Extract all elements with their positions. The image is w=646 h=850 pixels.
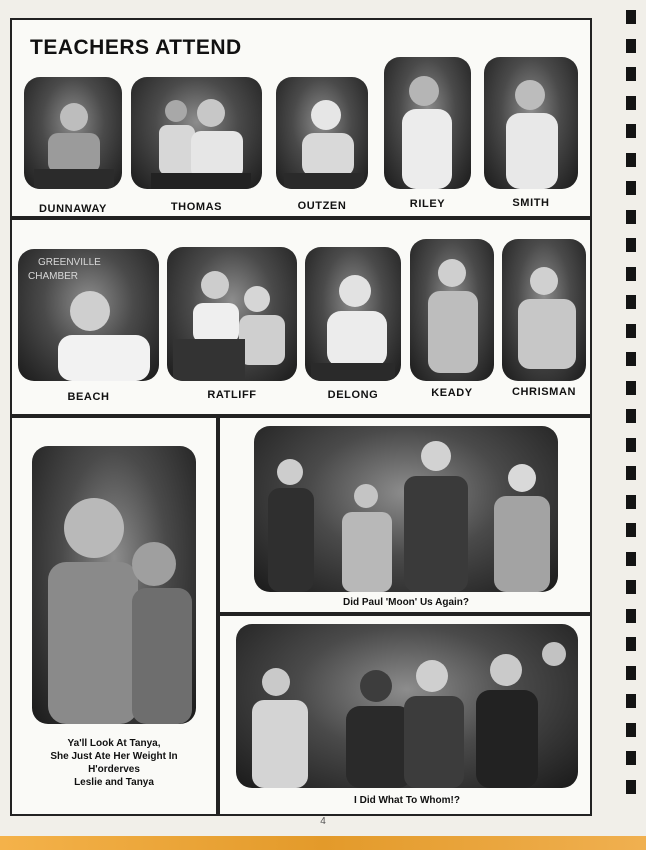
binding-hole [626, 694, 636, 708]
caption-moon: Did Paul 'Moon' Us Again? [342, 597, 470, 608]
caption-outzen: OUTZEN [297, 200, 347, 212]
binding-hole [626, 523, 636, 537]
spiral-binding [626, 10, 640, 810]
caption-beach: BEACH [67, 391, 110, 403]
photo-whom-group-image [236, 624, 578, 788]
caption-leslie-and-tanya [26, 737, 202, 789]
photo-beach-image [18, 249, 159, 381]
photo-keady [410, 239, 494, 381]
binding-hole [626, 723, 636, 737]
photo-keady-image [410, 239, 494, 381]
photo-thomas [131, 77, 262, 189]
binding-hole [626, 609, 636, 623]
binding-hole [626, 780, 636, 794]
binding-hole [626, 67, 636, 81]
photo-smith [484, 57, 578, 189]
photo-chrisman [502, 239, 586, 381]
photo-chrisman-image [502, 239, 586, 381]
binding-hole [626, 124, 636, 138]
photo-ratliff-image [167, 247, 297, 381]
binding-hole [626, 438, 636, 452]
caption-line-1: Ya'll Look At Tanya, [67, 738, 161, 749]
page-number: 4 [320, 816, 326, 827]
binding-hole [626, 466, 636, 480]
caption-dunnaway: DUNNAWAY [39, 203, 107, 215]
binding-hole [626, 181, 636, 195]
photo-dunnaway-image [24, 77, 122, 189]
page-title: TEACHERS ATTEND [30, 36, 242, 59]
photo-beach [18, 249, 159, 381]
binding-hole [626, 153, 636, 167]
binding-hole [626, 39, 636, 53]
binding-hole [626, 352, 636, 366]
caption-ratliff: RATLIFF [207, 389, 257, 401]
caption-thomas: THOMAS [170, 201, 223, 213]
binding-hole [626, 295, 636, 309]
caption-riley: RILEY [409, 198, 446, 210]
bottom-color-strip [0, 836, 646, 850]
caption-keady: KEADY [431, 387, 473, 399]
photo-whom-group [236, 624, 578, 788]
binding-hole [626, 580, 636, 594]
photo-delong [305, 247, 401, 381]
binding-hole [626, 637, 636, 651]
photo-leslie-and-tanya-image [32, 446, 196, 724]
caption-line-3: H'orderves [88, 764, 140, 775]
binding-hole [626, 324, 636, 338]
caption-chrisman: CHRISMAN [511, 386, 577, 398]
caption-line-2: She Just Ate Her Weight In [50, 751, 178, 762]
photo-riley [384, 57, 471, 189]
photo-moon-group [254, 426, 558, 592]
photo-moon-group-image [254, 426, 558, 592]
binding-hole [626, 10, 636, 24]
photo-dunnaway [24, 77, 122, 189]
binding-hole [626, 751, 636, 765]
photo-thomas-image [131, 77, 262, 189]
chamber-sign-line2: CHAMBER [28, 271, 79, 282]
photo-smith-image [484, 57, 578, 189]
photo-outzen [276, 77, 368, 189]
binding-hole [626, 495, 636, 509]
binding-hole [626, 666, 636, 680]
photo-leslie-and-tanya [32, 446, 196, 724]
caption-whom: I Did What To Whom!? [354, 795, 460, 806]
caption-smith: SMITH [512, 197, 550, 209]
photo-outzen-image [276, 77, 368, 189]
binding-hole [626, 96, 636, 110]
binding-hole [626, 381, 636, 395]
photo-ratliff [167, 247, 297, 381]
chamber-sign-line1: GREENVILLE [38, 257, 101, 268]
photo-delong-image [305, 247, 401, 381]
caption-delong: DELONG [327, 389, 379, 401]
binding-hole [626, 238, 636, 252]
binding-hole [626, 409, 636, 423]
binding-hole [626, 210, 636, 224]
caption-line-4: Leslie and Tanya [74, 777, 154, 788]
binding-hole [626, 552, 636, 566]
photo-riley-image [384, 57, 471, 189]
binding-hole [626, 267, 636, 281]
